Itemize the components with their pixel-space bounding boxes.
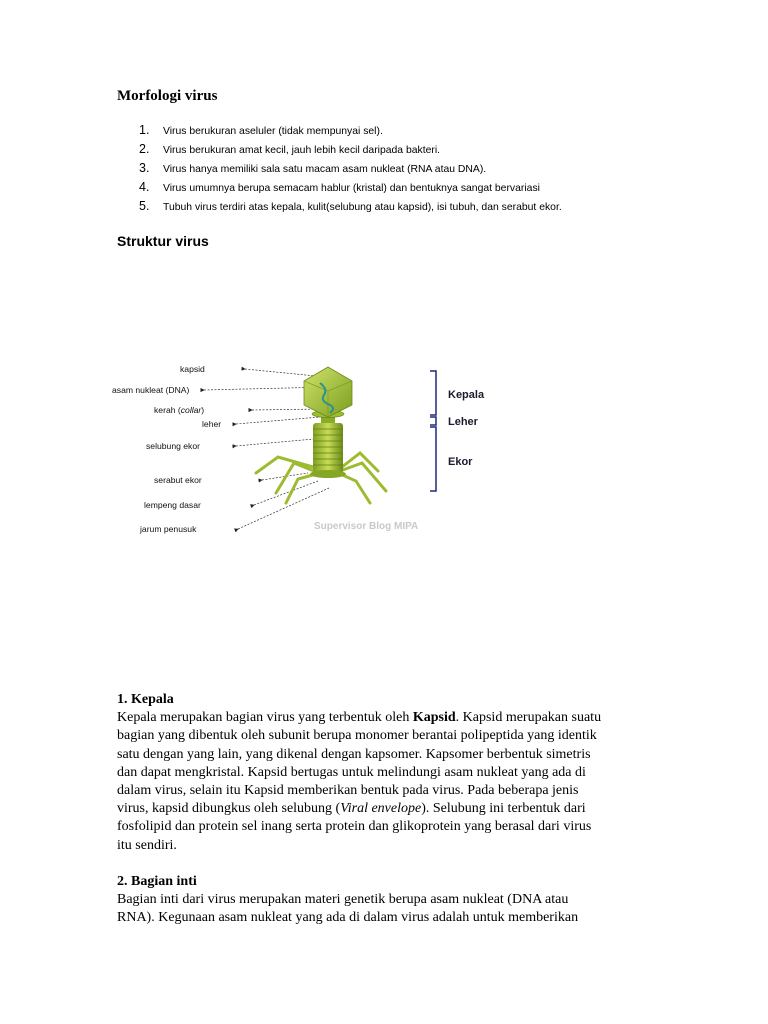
body-text: . Kapsid merupakan suatu bagian yang dibentuk oleh subunit berupa monomer berantai polipeptida yang identik satu dengan yang lain, yang dikenal dengan kapsomer. Kapsomer berbentuk simetris dan dapat mengkristal. Kapsid bertugas untuk melindungi asam nukleat yang ada di dalam virus, selain itu Kapsid memberikan bentuk pada virus. Pada beberapa jenis virus, kapsid dibungkus oleh selubung ( [117, 710, 602, 817]
base-plate [310, 470, 346, 478]
list-number: 4. [139, 180, 150, 194]
struktur-heading: Struktur virus [117, 233, 209, 249]
morfologi-heading: Morfologi virus [117, 88, 218, 104]
label-kerah-a: kerah ( [154, 405, 181, 415]
label-leher: leher [202, 419, 222, 429]
label-kerah [154, 405, 204, 415]
region-leher: Leher [448, 416, 478, 428]
list-number: 3. [139, 161, 150, 175]
bold-term: Kapsid [412, 710, 456, 726]
label-lempeng-dasar: lempeng dasar [144, 500, 201, 510]
list-item [139, 178, 562, 197]
list-text: Virus umumnya berupa semacam hablur (kristal) dan bentuknya sangat bervariasi [163, 183, 540, 194]
body-text: ). Selubung ini terbentuk dari fosfolipid dan protein sel inang serta protein dan glikoprotein yang berasal dari virus itu sendiri. [117, 801, 592, 853]
body-text: Kepala merupakan bagian virus yang terbentuk oleh [117, 710, 413, 726]
section-title: 1. Kepala [117, 692, 174, 707]
section-title: 2. Bagian inti [117, 874, 197, 889]
region-kepala: Kepala [448, 389, 485, 401]
section-bagian-inti [117, 873, 677, 928]
label-kerah-c: ) [201, 405, 205, 415]
list-item [139, 121, 562, 140]
list-text: Virus berukuran amat kecil, jauh lebih kecil daripada bakteri. [163, 145, 441, 156]
morfologi-list [139, 121, 562, 216]
list-item [139, 140, 562, 159]
label-kapsid: kapsid [180, 364, 205, 374]
tail-sheath [313, 423, 343, 473]
label-asam-nukleat: asam nukleat (DNA) [112, 385, 190, 395]
list-number: 1. [139, 123, 150, 137]
label-kerah-b: collar [180, 405, 202, 415]
bacteriophage-illustration [108, 355, 508, 545]
label-jarum-penusuk: jarum penusuk [140, 524, 197, 534]
italic-term: Viral envelope [340, 801, 422, 817]
section-kepala [117, 691, 677, 855]
section-body: Bagian inti dari virus merupakan materi genetik berupa asam nukleat (DNA atau RNA). Kegunaan asam nukleat yang ada di dalam virus adalah untuk memberikan [117, 892, 579, 926]
label-selubung-ekor: selubung ekor [146, 441, 200, 451]
list-text: Tubuh virus terdiri atas kepala, kulit(selubung atau kapsid), isi tubuh, dan serabut ekor. [163, 202, 562, 213]
region-ekor: Ekor [448, 456, 473, 468]
label-serabut-ekor: serabut ekor [154, 475, 202, 485]
list-text: Virus berukuran aseluler (tidak mempunyai sel). [163, 126, 383, 137]
list-item [139, 197, 562, 216]
list-text: Virus hanya memiliki sala satu macam asam nukleat (RNA atau DNA). [163, 164, 487, 175]
virus-structure-diagram [108, 355, 508, 545]
list-item [139, 159, 562, 178]
list-number: 2. [139, 142, 150, 156]
section-body [117, 709, 677, 855]
list-number: 5. [139, 199, 150, 213]
region-brackets [430, 371, 436, 491]
watermark: Supervisor Blog MIPA [314, 521, 419, 532]
